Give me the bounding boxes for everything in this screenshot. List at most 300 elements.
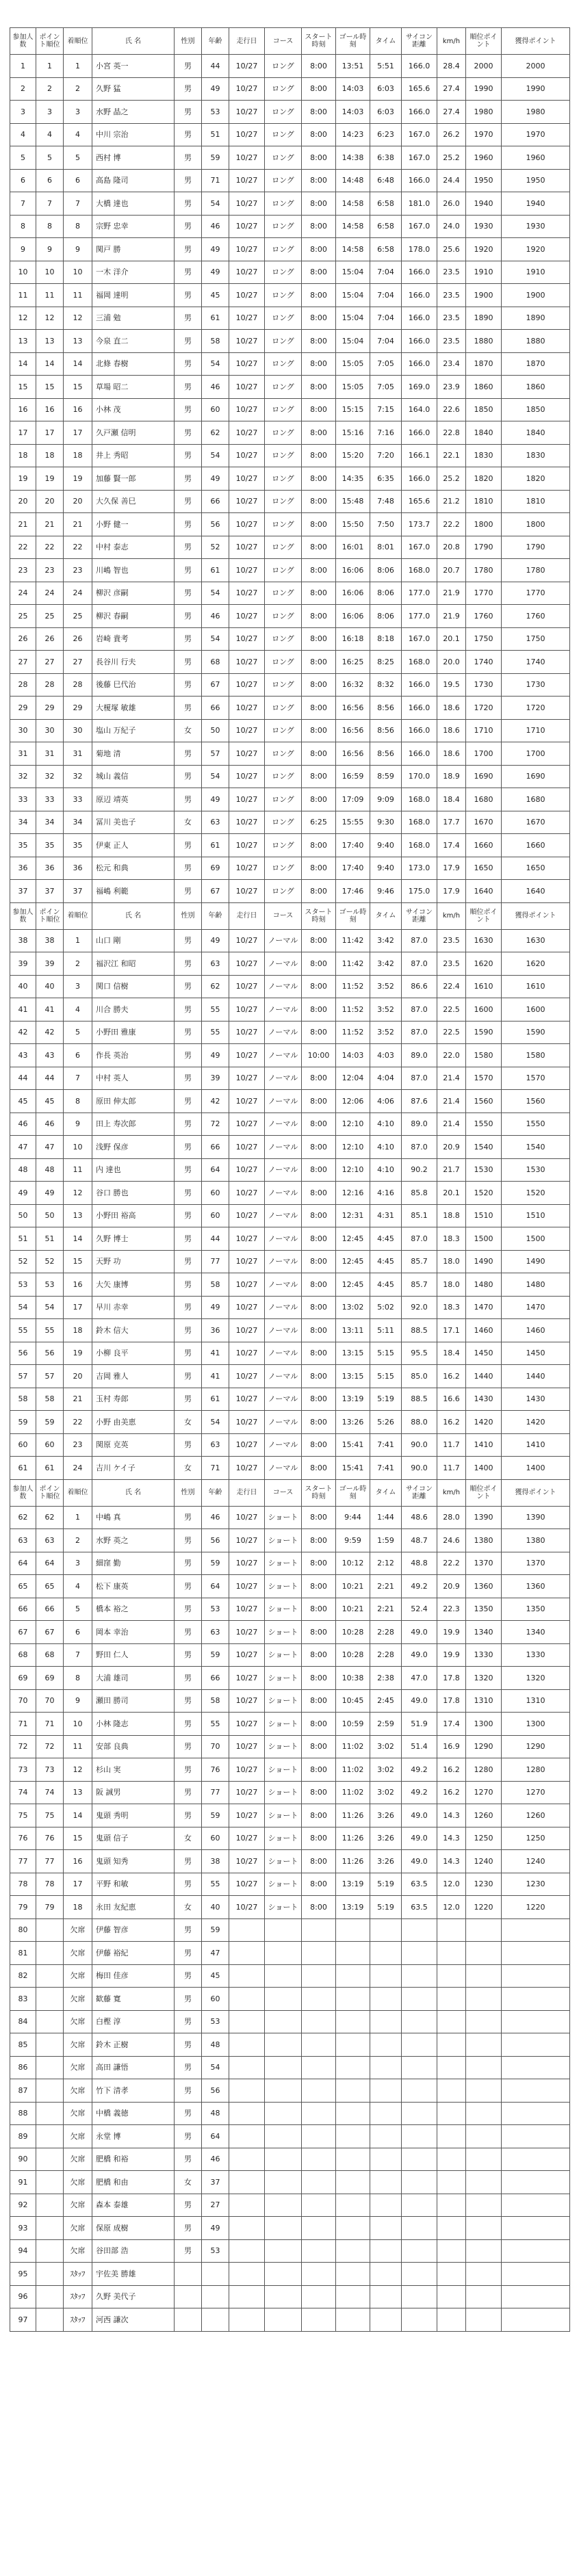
cell-course: ロング	[265, 880, 302, 903]
cell-finish-rank: 2	[64, 952, 92, 976]
cell-age: 54	[202, 352, 229, 376]
cell-age: 61	[202, 307, 229, 330]
cell-goal-time: 17:09	[336, 788, 370, 811]
cell-earned-points	[502, 2102, 570, 2125]
cell-start-time: 8:00	[302, 146, 336, 170]
cell-rank-points: 1460	[466, 1319, 502, 1342]
cell-speed	[437, 2239, 466, 2263]
cell-entry-no: 26	[10, 627, 36, 651]
cell-time: 4:45	[370, 1273, 402, 1297]
header-point-rank: ポイント順位	[36, 1479, 64, 1506]
cell-date: 10/27	[229, 1735, 265, 1758]
cell-time: 2:21	[370, 1575, 402, 1598]
cell-speed: 21.9	[437, 605, 466, 628]
cell-finish-rank: 23	[64, 1433, 92, 1457]
cell-time: 7:04	[370, 284, 402, 307]
cell-earned-points: 1390	[502, 1506, 570, 1529]
cell-entry-no: 49	[10, 1182, 36, 1205]
cell-time: 6:48	[370, 169, 402, 192]
cell-age: 63	[202, 1621, 229, 1644]
cell-point-rank	[36, 2010, 64, 2033]
cell-finish-rank: 14	[64, 1227, 92, 1251]
header-time: タイム	[370, 902, 402, 929]
cell-goal-time: 14:58	[336, 238, 370, 261]
cell-speed	[437, 2285, 466, 2308]
cell-speed: 21.4	[437, 1090, 466, 1113]
cell-distance: 48.7	[402, 1529, 437, 1552]
cell-entry-no: 40	[10, 975, 36, 998]
cell-point-rank	[36, 2125, 64, 2148]
cell-point-rank: 70	[36, 1689, 64, 1713]
cell-goal-time: 15:41	[336, 1457, 370, 1480]
cell-speed	[437, 1918, 466, 1942]
cell-earned-points: 1370	[502, 1552, 570, 1575]
cell-name: 梅田 佳彦	[92, 1964, 175, 1988]
cell-start-time: 8:00	[302, 742, 336, 766]
table-row	[10, 2102, 570, 2125]
cell-gender: 男	[175, 1918, 202, 1942]
cell-name: 大橋 達也	[92, 192, 175, 216]
cell-name: 吉川 ケイ子	[92, 1457, 175, 1480]
cell-date: 10/27	[229, 1319, 265, 1342]
cell-rank-points: 1620	[466, 952, 502, 976]
table-row	[10, 719, 570, 742]
cell-earned-points: 1990	[502, 77, 570, 101]
cell-distance	[402, 1942, 437, 1965]
cell-earned-points: 1220	[502, 1896, 570, 1919]
cell-distance: 90.0	[402, 1433, 437, 1457]
cell-time: 3:52	[370, 998, 402, 1022]
cell-finish-rank: 3	[64, 1552, 92, 1575]
cell-date: 10/27	[229, 444, 265, 467]
cell-earned-points	[502, 1988, 570, 2011]
cell-age: 46	[202, 215, 229, 238]
cell-goal-time: 12:10	[336, 1113, 370, 1136]
header-time: タイム	[370, 28, 402, 55]
cell-name: 長谷川 行夫	[92, 651, 175, 674]
cell-name: 瀬田 勝司	[92, 1689, 175, 1713]
cell-date: 10/27	[229, 1342, 265, 1365]
cell-finish-rank: 18	[64, 1319, 92, 1342]
header-name: 氏 名	[92, 1479, 175, 1506]
cell-course: ロング	[265, 490, 302, 513]
cell-earned-points: 1510	[502, 1204, 570, 1227]
cell-speed: 18.6	[437, 719, 466, 742]
cell-finish-rank: 16	[64, 1850, 92, 1873]
cell-time: 8:56	[370, 719, 402, 742]
table-row	[10, 2285, 570, 2308]
cell-start-time: 8:00	[302, 1781, 336, 1804]
cell-time: 2:12	[370, 1552, 402, 1575]
cell-goal-time: 16:06	[336, 605, 370, 628]
cell-speed: 17.8	[437, 1689, 466, 1713]
cell-date: 10/27	[229, 1873, 265, 1896]
cell-rank-points	[466, 2010, 502, 2033]
cell-goal-time: 13:26	[336, 1411, 370, 1434]
cell-name: 小野田 裕高	[92, 1204, 175, 1227]
cell-start-time	[302, 2102, 336, 2125]
cell-start-time: 8:00	[302, 1365, 336, 1388]
cell-goal-time: 15:05	[336, 352, 370, 376]
cell-earned-points: 1860	[502, 376, 570, 399]
cell-course: ノーマル	[265, 1319, 302, 1342]
cell-finish-rank: 12	[64, 1182, 92, 1205]
cell-course: ノーマル	[265, 1411, 302, 1434]
table-row	[10, 1598, 570, 1621]
cell-time: 5:15	[370, 1365, 402, 1388]
cell-finish-rank: 欠席	[64, 2079, 92, 2103]
cell-point-rank: 55	[36, 1319, 64, 1342]
cell-rank-points: 1790	[466, 536, 502, 559]
cell-start-time: 8:00	[302, 123, 336, 146]
cell-name: 久野 博士	[92, 1227, 175, 1251]
cell-course	[265, 2194, 302, 2217]
cell-course: ロング	[265, 123, 302, 146]
cell-distance: 166.0	[402, 261, 437, 284]
cell-time: 6:35	[370, 467, 402, 491]
cell-finish-rank: 2	[64, 77, 92, 101]
cell-entry-no: 50	[10, 1204, 36, 1227]
cell-date	[229, 2125, 265, 2148]
cell-finish-rank: 3	[64, 975, 92, 998]
header-rank-points: 順位ポイント	[466, 1479, 502, 1506]
cell-finish-rank: 14	[64, 1804, 92, 1827]
cell-finish-rank: 13	[64, 330, 92, 353]
cell-goal-time: 11:26	[336, 1827, 370, 1850]
cell-entry-no: 4	[10, 123, 36, 146]
cell-finish-rank: 1	[64, 929, 92, 952]
cell-entry-no: 22	[10, 536, 36, 559]
cell-point-rank: 51	[36, 1227, 64, 1251]
cell-gender: 男	[175, 1067, 202, 1090]
cell-start-time: 8:00	[302, 398, 336, 421]
cell-distance: 49.0	[402, 1643, 437, 1667]
cell-goal-time: 14:48	[336, 169, 370, 192]
cell-date: 10/27	[229, 1667, 265, 1690]
cell-speed: 21.4	[437, 1067, 466, 1090]
cell-rank-points: 1740	[466, 651, 502, 674]
cell-name: 後藤 巳代治	[92, 673, 175, 697]
cell-date: 10/27	[229, 284, 265, 307]
cell-speed: 19.5	[437, 673, 466, 697]
cell-earned-points	[502, 2194, 570, 2217]
cell-speed: 22.4	[437, 975, 466, 998]
header-speed: km/h	[437, 902, 466, 929]
cell-time: 8:25	[370, 651, 402, 674]
cell-date: 10/27	[229, 1575, 265, 1598]
cell-finish-rank: 24	[64, 582, 92, 605]
cell-gender: 男	[175, 146, 202, 170]
table-row	[10, 146, 570, 170]
cell-rank-points	[466, 1964, 502, 1988]
cell-start-time: 8:00	[302, 1067, 336, 1090]
cell-gender: 男	[175, 1204, 202, 1227]
cell-date: 10/27	[229, 421, 265, 445]
cell-entry-no: 20	[10, 490, 36, 513]
cell-point-rank: 57	[36, 1365, 64, 1388]
cell-entry-no: 60	[10, 1433, 36, 1457]
cell-date: 10/27	[229, 77, 265, 101]
cell-date: 10/27	[229, 651, 265, 674]
cell-gender: 男	[175, 1506, 202, 1529]
results-sheet	[10, 27, 569, 2332]
cell-point-rank	[36, 2263, 64, 2286]
cell-gender: 男	[175, 1365, 202, 1388]
cell-speed: 23.4	[437, 352, 466, 376]
cell-course: ノーマル	[265, 1250, 302, 1273]
table-row	[10, 101, 570, 124]
cell-point-rank: 66	[36, 1598, 64, 1621]
cell-time	[370, 1918, 402, 1942]
cell-name: 原辺 靖英	[92, 788, 175, 811]
table-row	[10, 697, 570, 720]
cell-finish-rank: 欠席	[64, 1988, 92, 2011]
cell-earned-points: 1920	[502, 238, 570, 261]
cell-date: 10/27	[229, 1204, 265, 1227]
cell-speed: 22.8	[437, 421, 466, 445]
cell-finish-rank: 15	[64, 376, 92, 399]
cell-time: 7:05	[370, 352, 402, 376]
cell-start-time: 8:00	[302, 998, 336, 1022]
cell-start-time: 8:00	[302, 536, 336, 559]
cell-finish-rank: 31	[64, 742, 92, 766]
cell-age: 55	[202, 998, 229, 1022]
header-earned-points: 獲得ポイント	[502, 28, 570, 55]
cell-speed: 16.9	[437, 1735, 466, 1758]
cell-name: 河西 謙次	[92, 2308, 175, 2332]
cell-time	[370, 2125, 402, 2148]
cell-goal-time: 14:38	[336, 146, 370, 170]
cell-goal-time: 12:16	[336, 1182, 370, 1205]
table-row	[10, 2010, 570, 2033]
cell-gender: 男	[175, 77, 202, 101]
cell-course: ショート	[265, 1621, 302, 1644]
cell-time: 4:16	[370, 1182, 402, 1205]
table-row	[10, 998, 570, 1022]
cell-speed: 18.4	[437, 1342, 466, 1365]
cell-point-rank: 73	[36, 1758, 64, 1782]
cell-age: 27	[202, 2194, 229, 2217]
cell-rank-points: 1500	[466, 1227, 502, 1251]
cell-rank-points	[466, 2308, 502, 2332]
cell-earned-points: 1480	[502, 1273, 570, 1297]
cell-course: ロング	[265, 55, 302, 78]
cell-age: 49	[202, 238, 229, 261]
cell-time: 5:26	[370, 1411, 402, 1434]
cell-start-time	[302, 2125, 336, 2148]
cell-date: 10/27	[229, 513, 265, 536]
cell-entry-no: 53	[10, 1273, 36, 1297]
cell-goal-time: 16:56	[336, 719, 370, 742]
cell-time: 6:03	[370, 77, 402, 101]
cell-distance: 88.0	[402, 1411, 437, 1434]
cell-time: 9:30	[370, 811, 402, 834]
cell-time: 5:51	[370, 55, 402, 78]
cell-finish-rank: 27	[64, 651, 92, 674]
header-course: コース	[265, 1479, 302, 1506]
table-row	[10, 1758, 570, 1782]
cell-gender: 男	[175, 605, 202, 628]
cell-name: 平野 和敏	[92, 1873, 175, 1896]
cell-speed: 22.2	[437, 513, 466, 536]
cell-name: 菊地 清	[92, 742, 175, 766]
cell-age: 49	[202, 929, 229, 952]
cell-start-time: 8:00	[302, 1529, 336, 1552]
cell-gender: 男	[175, 1529, 202, 1552]
cell-rank-points: 1560	[466, 1090, 502, 1113]
cell-speed: 17.7	[437, 811, 466, 834]
cell-age: 56	[202, 2079, 229, 2103]
table-row	[10, 627, 570, 651]
cell-distance: 63.5	[402, 1873, 437, 1896]
cell-gender: 男	[175, 2056, 202, 2079]
cell-time: 7:41	[370, 1433, 402, 1457]
cell-goal-time: 12:10	[336, 1136, 370, 1159]
cell-entry-no: 13	[10, 330, 36, 353]
cell-date: 10/27	[229, 146, 265, 170]
cell-point-rank: 67	[36, 1621, 64, 1644]
cell-earned-points: 1270	[502, 1781, 570, 1804]
header-row	[10, 1479, 570, 1506]
cell-start-time: 8:00	[302, 651, 336, 674]
cell-time: 3:26	[370, 1804, 402, 1827]
cell-age: 69	[202, 857, 229, 880]
cell-start-time: 8:00	[302, 1827, 336, 1850]
cell-distance: 49.2	[402, 1758, 437, 1782]
cell-time: 7:05	[370, 376, 402, 399]
cell-start-time: 8:00	[302, 77, 336, 101]
cell-time: 2:59	[370, 1713, 402, 1736]
table-row	[10, 2308, 570, 2332]
cell-goal-time: 15:04	[336, 284, 370, 307]
cell-gender: 男	[175, 1598, 202, 1621]
cell-gender: 男	[175, 1021, 202, 1044]
cell-goal-time	[336, 2010, 370, 2033]
cell-speed: 24.0	[437, 215, 466, 238]
cell-time: 3:52	[370, 1021, 402, 1044]
cell-distance: 49.0	[402, 1850, 437, 1873]
cell-distance: 175.0	[402, 880, 437, 903]
cell-entry-no: 19	[10, 467, 36, 491]
cell-gender: 男	[175, 1575, 202, 1598]
cell-name: 鬼頭 知秀	[92, 1850, 175, 1873]
table-row	[10, 444, 570, 467]
cell-goal-time: 14:58	[336, 215, 370, 238]
cell-rank-points: 1240	[466, 1850, 502, 1873]
cell-earned-points: 1900	[502, 284, 570, 307]
cell-finish-rank: 4	[64, 1575, 92, 1598]
cell-goal-time: 17:40	[336, 834, 370, 857]
cell-distance: 166.0	[402, 673, 437, 697]
cell-rank-points	[466, 2239, 502, 2263]
cell-start-time: 8:00	[302, 1136, 336, 1159]
cell-start-time: 8:00	[302, 834, 336, 857]
cell-distance	[402, 2033, 437, 2057]
cell-date: 10/27	[229, 1365, 265, 1388]
table-row	[10, 1136, 570, 1159]
cell-gender: 男	[175, 952, 202, 976]
cell-rank-points: 1860	[466, 376, 502, 399]
header-gender: 性別	[175, 28, 202, 55]
cell-age: 53	[202, 101, 229, 124]
cell-finish-rank: 10	[64, 1713, 92, 1736]
cell-date	[229, 2263, 265, 2286]
cell-goal-time: 12:10	[336, 1158, 370, 1182]
cell-course: ロング	[265, 765, 302, 788]
cell-gender: 男	[175, 55, 202, 78]
cell-gender: 男	[175, 376, 202, 399]
cell-age: 63	[202, 952, 229, 976]
cell-distance: 85.0	[402, 1365, 437, 1388]
cell-name: 玉村 寿郎	[92, 1388, 175, 1411]
table-row	[10, 559, 570, 582]
cell-speed	[437, 2263, 466, 2286]
cell-rank-points: 1370	[466, 1552, 502, 1575]
cell-start-time: 8:00	[302, 788, 336, 811]
header-entry-no: 参加人数	[10, 28, 36, 55]
cell-finish-rank: 14	[64, 352, 92, 376]
cell-name: 松下 康英	[92, 1575, 175, 1598]
cell-point-rank: 75	[36, 1804, 64, 1827]
cell-name: 大榎塚 敏雄	[92, 697, 175, 720]
cell-rank-points: 1710	[466, 719, 502, 742]
cell-goal-time: 13:19	[336, 1388, 370, 1411]
cell-distance: 87.0	[402, 1227, 437, 1251]
cell-rank-points: 1770	[466, 582, 502, 605]
cell-date: 10/27	[229, 467, 265, 491]
cell-point-rank: 37	[36, 880, 64, 903]
cell-start-time: 8:00	[302, 880, 336, 903]
cell-time: 9:40	[370, 834, 402, 857]
cell-distance: 49.0	[402, 1827, 437, 1850]
cell-entry-no: 64	[10, 1552, 36, 1575]
cell-speed	[437, 1964, 466, 1988]
cell-course: ショート	[265, 1667, 302, 1690]
cell-gender: 男	[175, 1044, 202, 1067]
table-row	[10, 1552, 570, 1575]
cell-start-time: 8:00	[302, 1411, 336, 1434]
cell-distance: 165.6	[402, 490, 437, 513]
cell-start-time: 8:00	[302, 55, 336, 78]
cell-date	[229, 2148, 265, 2171]
cell-time: 3:26	[370, 1827, 402, 1850]
cell-speed: 17.8	[437, 1667, 466, 1690]
cell-start-time: 8:00	[302, 1319, 336, 1342]
cell-goal-time: 15:04	[336, 261, 370, 284]
cell-point-rank: 18	[36, 444, 64, 467]
cell-rank-points: 1250	[466, 1827, 502, 1850]
header-date: 走行日	[229, 902, 265, 929]
cell-distance: 49.0	[402, 1621, 437, 1644]
cell-date: 10/27	[229, 1411, 265, 1434]
cell-earned-points	[502, 2010, 570, 2033]
cell-course: ノーマル	[265, 998, 302, 1022]
cell-distance	[402, 1988, 437, 2011]
cell-earned-points: 1940	[502, 192, 570, 216]
cell-date: 10/27	[229, 1136, 265, 1159]
cell-point-rank	[36, 2056, 64, 2079]
cell-time: 4:03	[370, 1044, 402, 1067]
cell-goal-time	[336, 2194, 370, 2217]
cell-start-time	[302, 2148, 336, 2171]
cell-course: ロング	[265, 444, 302, 467]
cell-date: 10/27	[229, 1827, 265, 1850]
table-row	[10, 1296, 570, 1319]
cell-date	[229, 2194, 265, 2217]
cell-point-rank: 6	[36, 169, 64, 192]
cell-finish-rank: 13	[64, 1781, 92, 1804]
cell-distance	[402, 2148, 437, 2171]
